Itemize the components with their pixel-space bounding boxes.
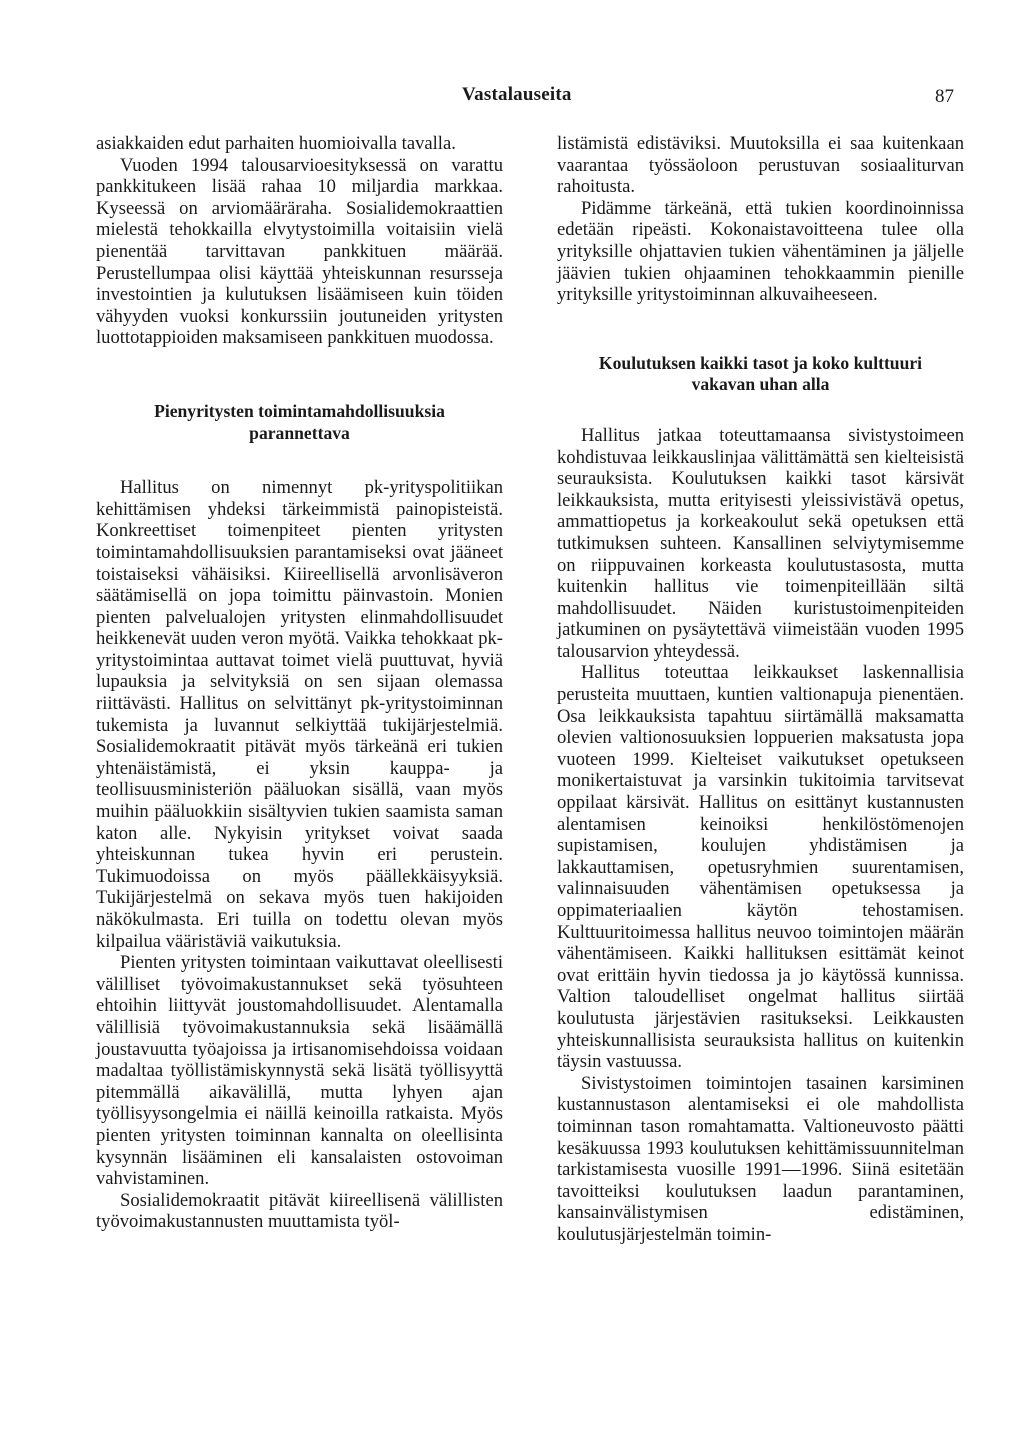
left-column [96, 133, 503, 1233]
section-heading: Pienyritysten toimintamahdollisuuksia parannettava [154, 400, 445, 443]
paragraph: Hallitus toteuttaa leikkaukset laskennallisia perusteita muuttaen, kuntien valtionapuja pienentäen. Osa leikkauksista tapahtuu siirtämällä maksamatta olevien valtionosuuksien loppuerien maksatusta jopa vuoteen 1999. Kielteiset vaikutukset opetukseen monikertaistuvat ja varsinkin tukitoimia tarvitsevat oppilaat kärsivät. Hallitus on esittänyt kustannusten alentamisen keinoiksi henkilöstömenojen supistamisen, koulujen yhdistämisen ja lakkauttamisen, opetusryhmien suurentamisen, valinnaisuuden vähentämisen opetuksessa ja oppimateriaalien käytön tehostamisen. Kulttuuritoimessa hallitus neuvoo toimintojen määrän vähentämiseen. Kaikki hallituksen esittämät keinot ovat erittäin hyvin tiedossa ja jo käytössä kunnissa. Valtion taloudelliset ongelmat hallitus siirtää koulutusta järjestävien rasitukseksi. Leikkausten yhteiskunnallisista seurauksista hallitus on kuitenkin täysin vastuussa. [557, 662, 964, 1073]
page-number: 87 [935, 86, 954, 107]
running-title: Vastalauseita [462, 84, 572, 105]
right-column [557, 133, 964, 1246]
paragraph: asiakkaiden edut parhaiten huomioivalla tavalla. [96, 133, 456, 154]
paragraph: Hallitus jatkaa toteuttamaansa sivistystoimeen kohdistuvaa leikkauslinjaa välittämättä sen kielteisistä seurauksista. Koulutuksen kaikki tasot kärsivät leikkauksista, mutta erityisesti yleissivistävä opetus, ammattiopetus ja korkeakoulut sekä opetuksen että tutkimuksen suhteen. Kansallinen selviytymisemme on riippuvainen korkeasta koulutustasosta, mutta kuitenkin hallitus vie toimenpiteillään siltä mahdollisuudet. Näiden kuristustoimenpiteiden jatkuminen on pysäytettävä viimeistään vuoden 1995 talousarvion yhteydessä. [557, 424, 964, 662]
paragraph: Vuoden 1994 talousarvioesityksessä on varattu pankkitukeen lisää rahaa 10 miljardia markkaa. Kyseessä on arviomääräraha. Sosialidemokraattien mielestä tehokkailla elvytystoimilla voitaisiin vielä pienentää tarvittavan pankkituen määrää. Perustellumpaa olisi käyttää yhteiskunnan resursseja investointien ja kulutuksen lisäämiseen kuin töiden vähyyden vuoksi konkurssiin joutuneiden yritysten luottotappioiden maksamiseen pankkituen muodossa. [96, 154, 503, 349]
paragraph: Pienten yritysten toimintaan vaikuttavat oleellisesti välilliset työvoimakustannukset sekä työsuhteen ehtoihin liittyvät joustomahdollisuudet. Alentamalla välillisiä työvoimakustannuksia sekä lisäämällä joustavuutta työajoissa ja irtisanomisehdoissa voidaan madaltaa työllistämiskynnystä sekä lisätä työllisyyttä pitemmällä aikavälillä, mutta lyhyen ajan työllisyysongelmia ei näillä keinoilla ratkaista. Myös pienten yritysten toiminnan kannalta on oleellisinta kysynnän lisääminen eli kansalaisten ostovoiman vahvistaminen. [96, 952, 503, 1190]
paragraph: Hallitus on nimennyt pk-yrityspolitiikan kehittämisen yhdeksi tärkeimmistä painopisteistä. Konkreettiset toimenpiteet pienten yritysten toimintamahdollisuuksien parantamiseksi ovat jääneet toistaiseksi vähäisiksi. Kiireellisellä arvonlisäveron säätämisellä on jopa toimittu päinvastoin. Monien pienten palvelualojen yritysten elinmahdollisuudet heikkenevät uuden veron myötä. Vaikka tehokkaat pk-yritystoimintaa auttavat toimet vielä puuttuvat, hyviä lupauksia ja selvityksiä on sen sijaan olemassa riittävästi. Hallitus on selvittänyt pk-yritystoiminnan tukemista ja luvannut selkiyttää tukijärjestelmiä. Sosialidemokraatit pitävät myös tärkeänä eri tukien yhtenäistämistä, ei yksin kauppa- ja teollisuusministeriön pääluokan sisällä, vaan myös muihin pääluokkiin sisältyvien tukien saamista saman katon alle. Nykyisin yritykset voivat saada yhteiskunnan tukea hyvin eri perustein. Tukimuodoissa on myös päällekkäisyyksiä. Tukijärjestelmä on sekava myös tuen hakijoiden näkökulmasta. Eri tuilla on todettu olevan myös kilpailua vääristäviä vaikutuksia. [96, 477, 503, 952]
paragraph: listämistä edistäviksi. Muutoksilla ei saa kuitenkaan vaarantaa työssäoloon perustuvan sosiaaliturvan rahoitusta. [557, 133, 964, 198]
section-heading: Koulutuksen kaikki tasot ja koko kulttuuri vakavan uhan alla [598, 352, 923, 395]
paragraph: Pidämme tärkeänä, että tukien koordinoinnissa edetään ripeästi. Kokonaistavoitteena tulee olla yrityksille ohjattavien tukien vähentäminen ja jäljelle jäävien tukien ohjaaminen tehokkaammin pienille yrityksille yritystoiminnan alkuvaiheeseen. [557, 197, 964, 306]
paragraph: Sivistystoimen toimintojen tasainen karsiminen kustannustason alentamiseksi ei ole mahdollista toiminnan tason romahtamatta. Valtioneuvosto päätti kesäkuussa 1993 koulutuksen kehittämissuunnitelman tarkistamisesta vuosille 1991—1996. Siinä esitetään tavoitteiksi koulutuksen laadun parantaminen, kansainvälistymisen edistäminen, koulutusjärjestelmän toimin- [557, 1072, 964, 1245]
paragraph: Sosialidemokraatit pitävät kiireellisenä välillisten työvoimakustannusten muuttamista työl- [96, 1189, 503, 1233]
